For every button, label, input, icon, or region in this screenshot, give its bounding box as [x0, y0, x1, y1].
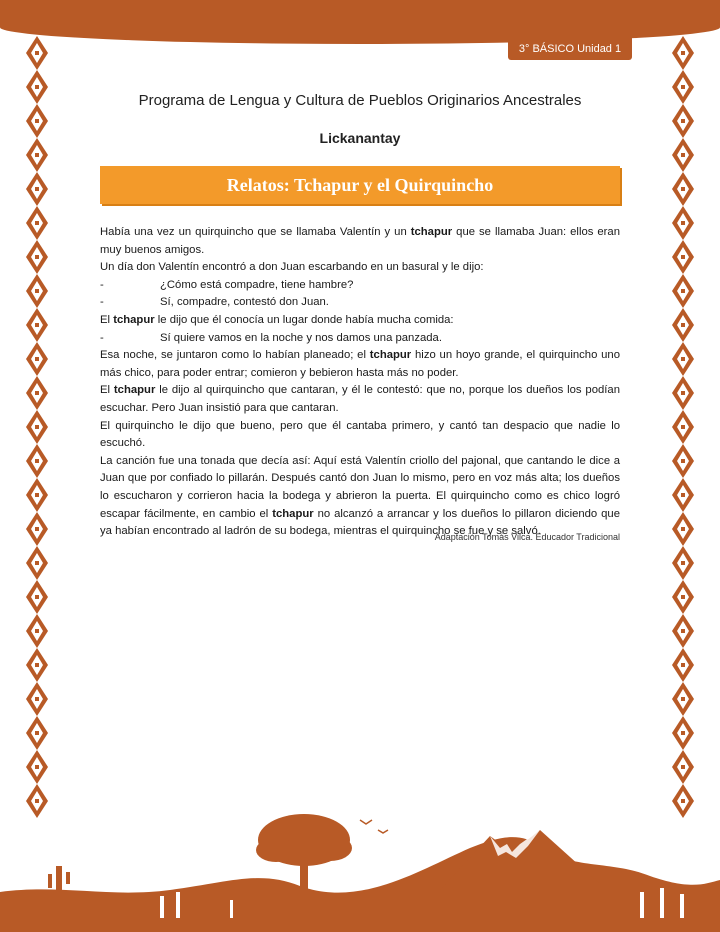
border-dot: [35, 765, 39, 769]
border-dot: [35, 459, 39, 463]
story-paragraph: [100, 382, 620, 417]
story-paragraph: Un día don Valentín encontró a don Juan escarbando en un basural y le dijo:: [100, 261, 484, 274]
dialogue-dash: -: [100, 296, 104, 309]
text-run: que se llamaba Juan: ellos eran muy buenos amigos.: [100, 226, 620, 256]
keyword-tchapur: tchapur: [272, 507, 314, 520]
border-dot: [681, 153, 685, 157]
story-paragraph: El quirquincho le dijo que bueno, pero que él cantaba primero, y cantó tan despacio que nadie lo escuchó.: [100, 419, 620, 450]
story-paragraph: [100, 312, 620, 330]
text-run: Había una vez un quirquincho que se llamaba Valentín y un: [100, 226, 411, 238]
border-dot: [681, 289, 685, 293]
border-dot: [681, 629, 685, 633]
border-dot: [35, 391, 39, 395]
border-dot: [35, 561, 39, 565]
border-dot: [35, 493, 39, 497]
border-dot: [35, 51, 39, 55]
text-run: no alcanzó a arrancar y los dueños lo pillaron diciendo que ya habían encontrado al ladrón de su bodega, mientras el quirquincho se fue y se salvó.: [100, 507, 620, 538]
story-title-banner: [100, 166, 620, 204]
border-dot: [35, 595, 39, 599]
border-dot: [35, 663, 39, 667]
border-dot: [681, 391, 685, 395]
keyword-tchapur: tchapur: [369, 349, 412, 362]
text-run: El: [100, 313, 114, 326]
border-dot: [681, 119, 685, 123]
border-dot: [681, 663, 685, 667]
border-dot: [681, 697, 685, 701]
border-dot: [681, 51, 685, 55]
story-paragraph: [100, 347, 620, 382]
border-dot: [681, 561, 685, 565]
dialogue-text: ¿Cómo está compadre, tiene hambre?: [160, 278, 354, 291]
border-dot: [681, 85, 685, 89]
border-dot: [35, 425, 39, 429]
border-dot: [681, 459, 685, 463]
border-dot: [35, 323, 39, 327]
border-dot: [35, 289, 39, 293]
border-dot: [35, 255, 39, 259]
text-run: El: [100, 384, 114, 397]
border-dot: [681, 221, 685, 225]
ground-shape: [0, 837, 720, 932]
landscape-silhouette-footer: [0, 800, 720, 932]
border-dot: [681, 493, 685, 497]
story-paragraph: [100, 453, 620, 541]
grade-label: 3° BÁSICO Unidad 1: [508, 38, 632, 60]
border-dot: [35, 85, 39, 89]
border-dot: [35, 527, 39, 531]
border-dot: [681, 187, 685, 191]
dialogue-line: [100, 330, 620, 348]
border-dot: [35, 119, 39, 123]
keyword-tchapur: tchapur: [113, 313, 155, 326]
keyword-tchapur: tchapur: [113, 384, 156, 397]
border-dot: [681, 595, 685, 599]
program-title: Programa de Lengua y Cultura de Pueblos Originarios Ancestrales: [138, 92, 582, 109]
left-decorative-border: [26, 36, 48, 826]
border-dot: [35, 731, 39, 735]
dialogue-text: Sí, compadre, contestó don Juan.: [160, 296, 329, 309]
text-run: Esa noche, se juntaron como lo habían planeado; el: [100, 349, 370, 362]
border-dot: [681, 425, 685, 429]
border-dot: [681, 255, 685, 259]
border-dot: [35, 629, 39, 633]
bird-icon: [360, 820, 388, 833]
text-run: hizo un hoyo grande, el quirquincho uno más chico, para poder entrar; comieron y bebieron hasta más no poder.: [100, 349, 621, 379]
right-decorative-border: [672, 36, 694, 826]
story-credit: Adaptación Tomás Vilca. Educador Tradicional: [434, 532, 620, 542]
border-dot: [681, 357, 685, 361]
dialogue-text: Sí quiere vamos en la noche y nos damos una panzada.: [160, 331, 442, 344]
story-title: Relatos: Tchapur y el Quirquincho: [226, 175, 494, 195]
text-run: La canción fue una tonada que decía así: Aquí está Valentín criollo del pajonal, que cantando le dice a Juan que por confiado lo pillarán. Después cantó don Juan lo mismo, pero en voz más alta; los dueños lo escucharon y corrieron hacia la bodega y abrieron la puerta. El quirquincho como es chico logró escapar fácilmente, en cambio el: [100, 454, 620, 520]
border-dot: [681, 765, 685, 769]
story-paragraph: [100, 224, 620, 259]
border-dot: [35, 697, 39, 701]
keyword-tchapur: tchapur: [410, 226, 453, 238]
text-run: le dijo que él conocía un lugar donde había mucha comida:: [154, 313, 454, 326]
border-dot: [681, 731, 685, 735]
border-dot: [35, 221, 39, 225]
dialogue-dash: -: [100, 331, 104, 344]
story-text: [100, 224, 620, 541]
text-run: le dijo al quirquincho que cantaran, y él le contestó: que no, porque los dueños los podían escuchar. Pero Juan insistió para que cantaran.: [100, 384, 620, 414]
border-dot: [35, 153, 39, 157]
border-dot: [681, 527, 685, 531]
dialogue-line: [100, 294, 620, 312]
border-dot: [35, 187, 39, 191]
dialogue-line: [100, 277, 620, 295]
border-dot: [681, 323, 685, 327]
culture-title: Lickanantay: [319, 130, 401, 146]
border-dot: [35, 357, 39, 361]
dialogue-dash: -: [100, 278, 104, 291]
